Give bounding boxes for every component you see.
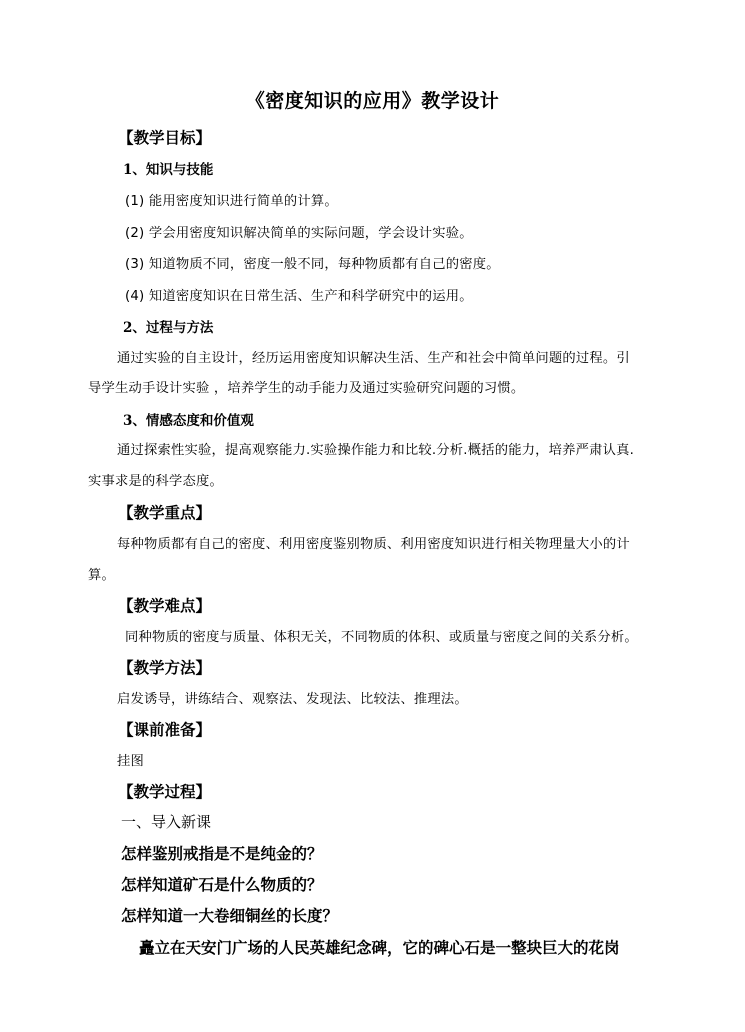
paragraph-line: 挂图 (117, 754, 144, 769)
paragraph-line: 每种物质都有自己的密度、利用密度鉴别物质、利用密度知识进行相关物理量大小的计 (117, 537, 630, 552)
section-heading-preparation: 【课前准备】 (118, 720, 212, 739)
objective-item: (4) 知道密度知识在日常生活、生产和科学研究中的运用。 (125, 289, 473, 304)
subheading-introduction: 一、导入新课 (121, 813, 212, 831)
document-title: 《密度知识的应用》教学设计 (245, 90, 500, 112)
subheading-attitudes-values: 3、情感态度和价值观 (123, 413, 254, 429)
paragraph-line: 矗立在天安门广场的人民英雄纪念碑，它的碑心石是一整块巨大的花岗 (139, 938, 620, 957)
paragraph-line: 实事求是的科学态度。 (88, 474, 223, 489)
section-heading-key-points: 【教学重点】 (118, 503, 212, 522)
objective-item: (1) 能用密度知识进行简单的计算。 (125, 194, 338, 209)
paragraph-line: 同种物质的密度与质量、体积无关，不同物质的体积、或质量与密度之间的关系分析。 (125, 630, 638, 645)
section-heading-objectives: 【教学目标】 (118, 128, 212, 147)
paragraph-line: 导学生动手设计实验 ，培养学生的动手能力及通过实验研究问题的习惯。 (88, 381, 525, 396)
section-heading-methods: 【教学方法】 (118, 658, 212, 677)
paragraph-line: 算。 (88, 568, 115, 583)
objective-item: (2) 学会用密度知识解决简单的实际问题，学会设计实验。 (125, 226, 473, 241)
paragraph-line: 通过实验的自主设计，经历运用密度知识解决生活、生产和社会中简单问题的过程。引 (117, 351, 630, 366)
paragraph-line: 启发诱导，讲练结合、观察法、发现法、比较法、推理法。 (117, 692, 468, 707)
paragraph-line: 通过探索性实验，提高观察能力.实验操作能力和比较.分析.概括的能力，培养严肃认真. (117, 443, 635, 458)
question-line: 怎样知道一大卷细铜丝的长度？ (121, 906, 339, 925)
question-line: 怎样鉴别戒指是不是纯金的？ (121, 844, 323, 863)
objective-item: (3) 知道物质不同，密度一般不同，每种物质都有自己的密度。 (125, 257, 500, 272)
section-heading-difficulties: 【教学难点】 (118, 596, 212, 615)
subheading-knowledge-skills: 1、知识与技能 (123, 162, 214, 178)
subheading-process-methods: 2、过程与方法 (123, 320, 214, 336)
question-line: 怎样知道矿石是什么物质的？ (121, 875, 323, 894)
section-heading-process: 【教学过程】 (118, 782, 212, 801)
